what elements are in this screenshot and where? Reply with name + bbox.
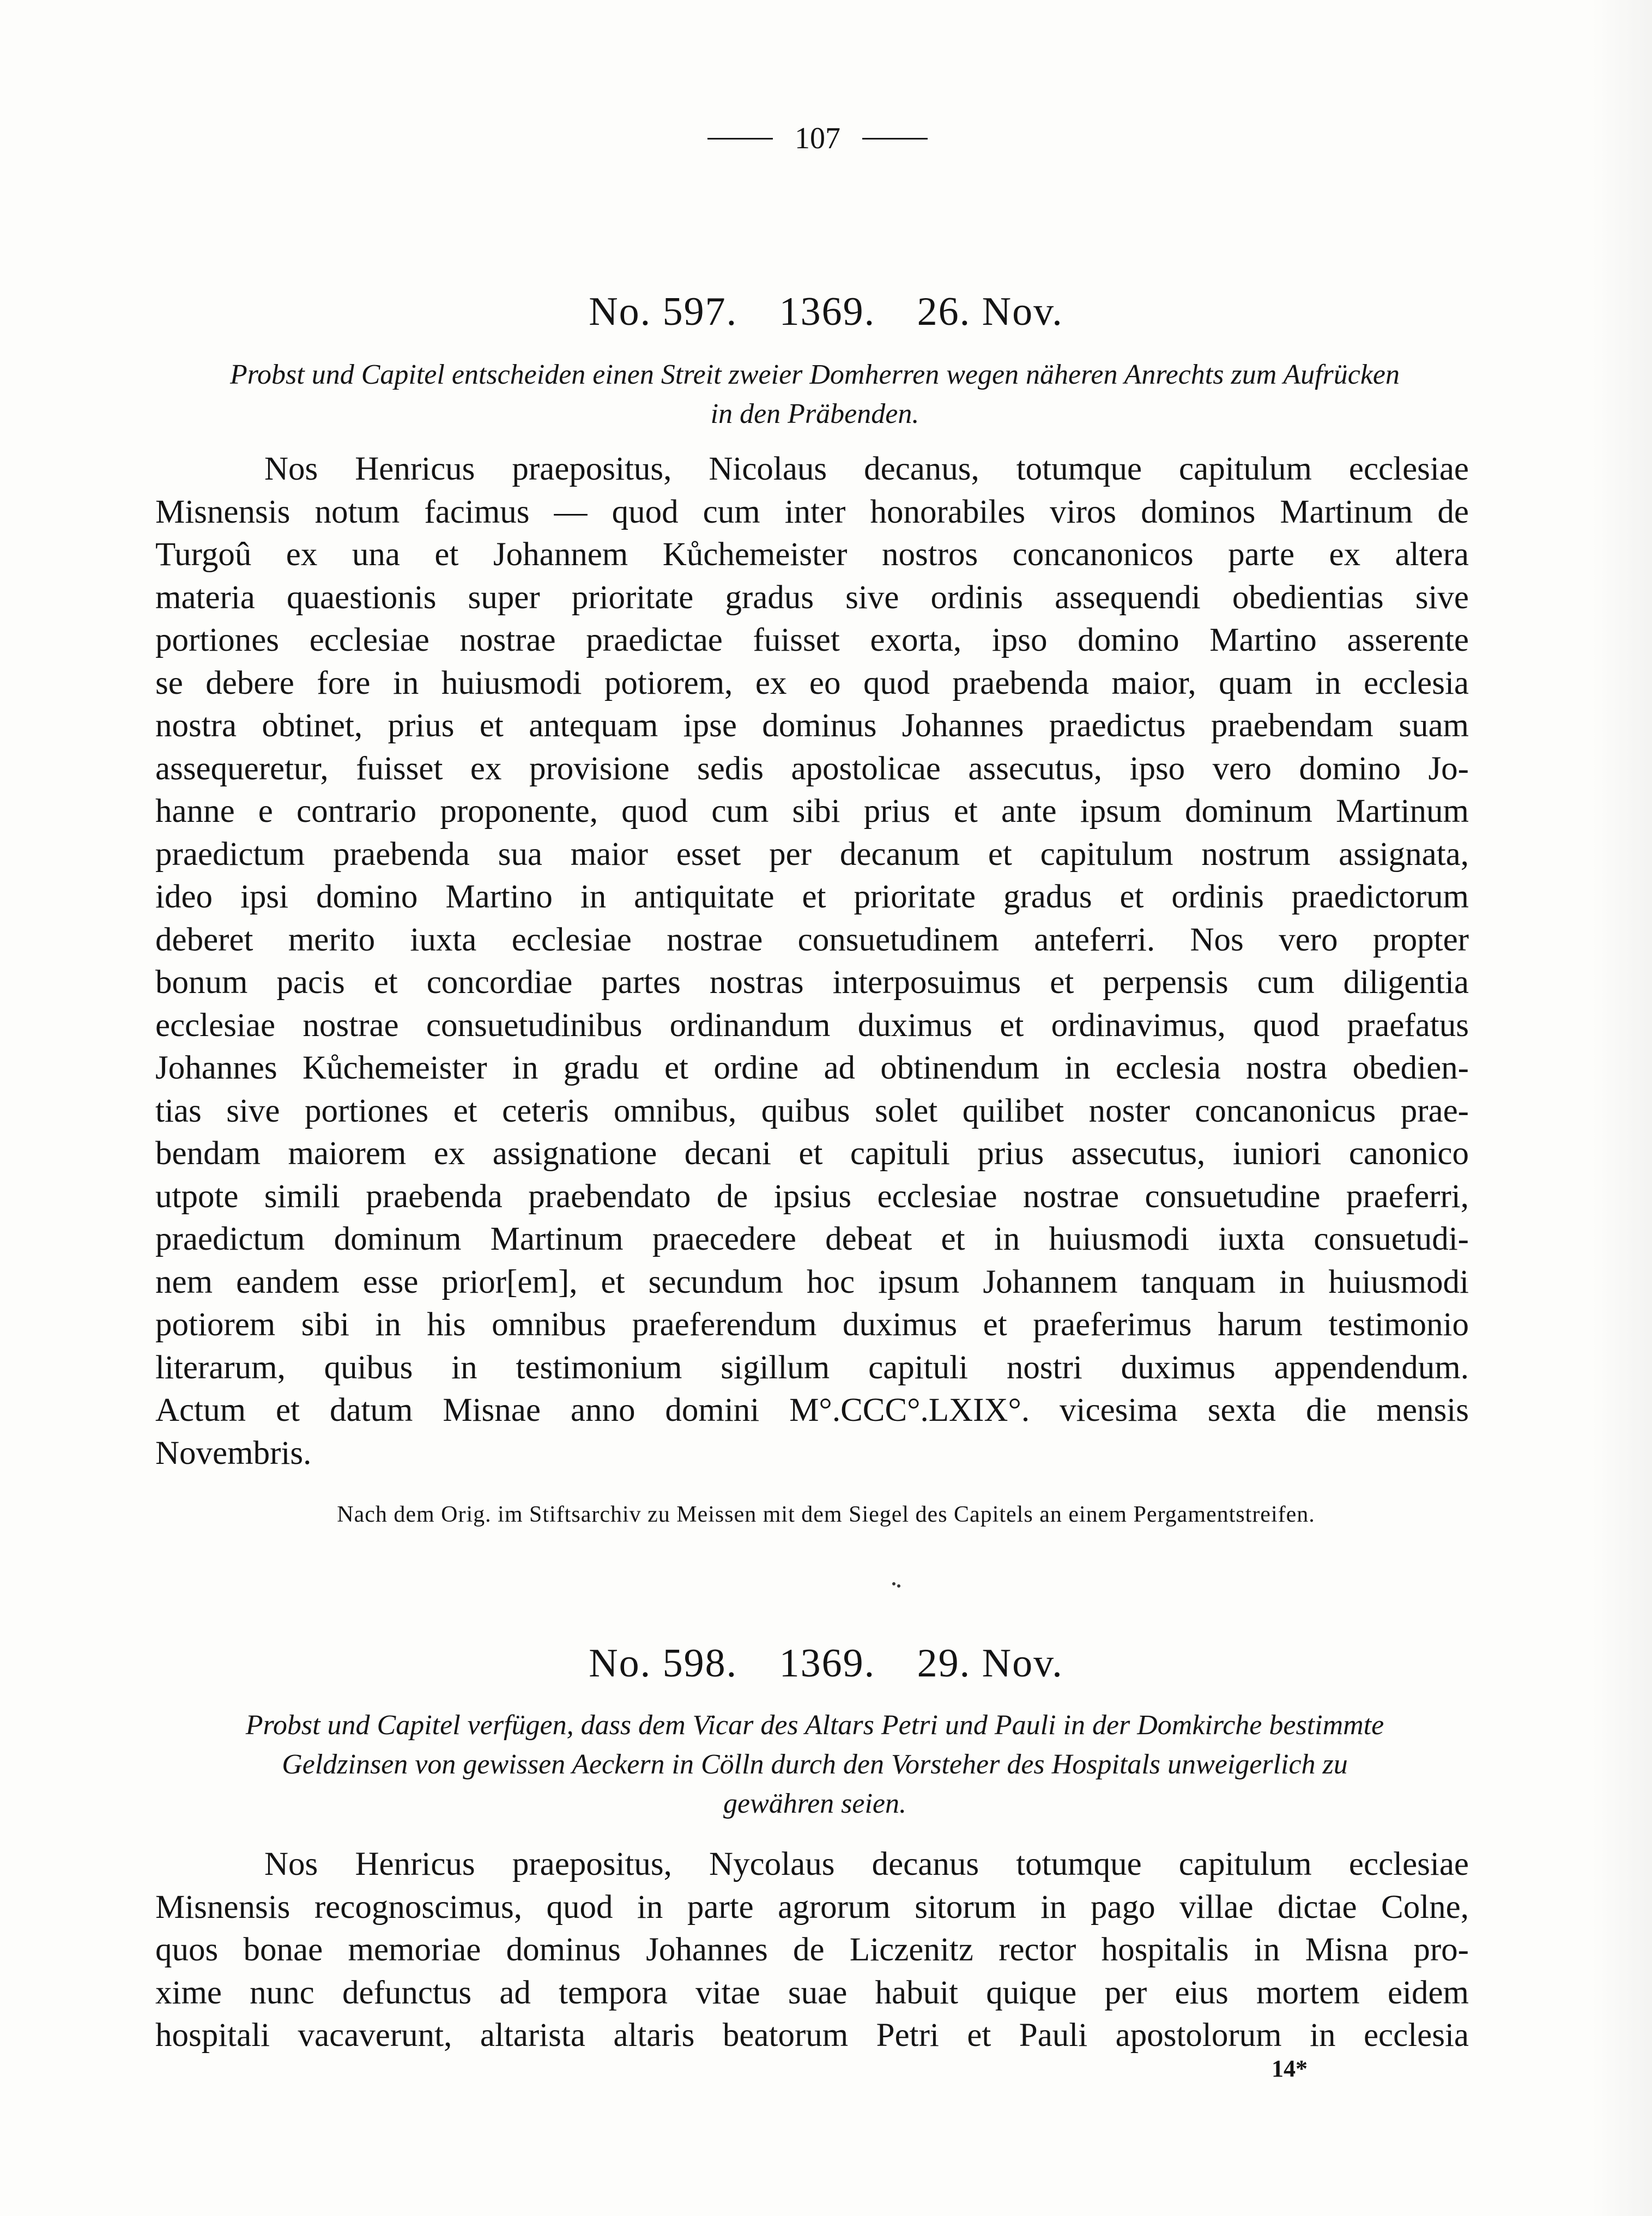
text-line: potiorem sibi in his omnibus praeferendum duximus et praeferimus harum testimonio — [155, 1306, 1469, 1343]
header-rule-right — [862, 138, 928, 140]
text-line: tias sive portiones et ceteris omnibus, quibus solet quilibet noster concanonicus prae- — [155, 1092, 1469, 1129]
text-line: ecclesiae nostrae consuetudinibus ordinandum duximus et ordinavimus, quod praefatus — [155, 1007, 1469, 1044]
text-line: hanne e contrario proponente, quod cum sibi prius et ante ipsum dominum Martinum — [155, 793, 1469, 830]
text-line: Johannes Kůchemeister in gradu et ordine ad obtinendum in ecclesia nostra obedien- — [155, 1050, 1469, 1086]
text-line: assequeretur, fuisset ex provisione sedis apostolicae assecutus, ipso vero domino Jo- — [155, 750, 1469, 787]
regest-line: Probst und Capitel entscheiden einen Streit zweier Domherren wegen näheren Anrechts zum Aufrücken — [229, 359, 1400, 390]
text-line: Actum et datum Misnae anno domini M°.CCC°.LXIX°. vicesima sexta die mensis — [155, 1392, 1469, 1428]
source-note-597: Nach dem Orig. im Stiftsarchiv zu Meissen mit dem Siegel des Capitels an einem Pergamentstreifen. — [337, 1502, 1315, 1527]
charter-text-598 — [155, 1843, 1469, 2057]
text-line: deberet merito iuxta ecclesiae nostrae consuetudinem anteferri. Nos vero propter — [155, 921, 1469, 958]
text-line: Novembris. — [155, 1434, 312, 1472]
text-line: xime nunc defunctus ad tempora vitae suae habuit quique per eius mortem eidem — [155, 1974, 1469, 2011]
regest-line: Geldzinsen von gewissen Aeckern in Cölln durch den Vorsteher des Hospitals unweigerlich zu — [282, 1749, 1348, 1780]
text-line: materia quaestionis super prioritate gradus sive ordinis assequendi obedientias sive — [155, 579, 1469, 616]
entry-date: 26. Nov. — [917, 289, 1063, 334]
text-line: bendam maiorem ex assignatione decani et capituli prius assecutus, iuniori canonico — [155, 1135, 1469, 1172]
text-line: literarum, quibus in testimonium sigillum capituli nostri duximus appendendum. — [155, 1349, 1469, 1386]
header-rule-left — [707, 138, 773, 140]
text-line: portiones ecclesiae nostrae praedictae fuisset exorta, ipso domino Martino asserente — [155, 622, 1469, 658]
text-line: utpote simili praebenda praebendato de ipsius ecclesiae nostrae consuetudine praeferri, — [155, 1178, 1469, 1215]
text-line: Turgoû ex una et Johannem Kůchemeister nostros concanonicos parte ex altera — [155, 536, 1469, 573]
text-line: Misnensis notum facimus — quod cum inter honorabiles viros dominos Martinum de — [155, 493, 1469, 530]
entry-heading-598 — [0, 1640, 1652, 1687]
entry-number: No. 598. — [589, 1641, 738, 1686]
text-line: Misnensis recognoscimus, quod in parte agrorum sitorum in pago villae dictae Colne, — [155, 1888, 1469, 1926]
entry-year: 1369. — [779, 289, 876, 334]
entry-date: 29. Nov. — [917, 1641, 1063, 1686]
signature-mark: 14* — [1272, 2055, 1308, 2082]
text-line: Nos Henricus praepositus, Nicolaus decanus, totumque capitulum ecclesiae — [264, 451, 1469, 487]
page-header — [676, 121, 959, 156]
text-line: bonum pacis et concordiae partes nostras interposuimus et perpensis cum diligentia — [155, 964, 1469, 1001]
entry-number: No. 597. — [589, 289, 738, 334]
text-line: quos bonae memoriae dominus Johannes de Liczenitz rector hospitalis in Misna pro- — [155, 1932, 1469, 1968]
text-line: Nos Henricus praepositus, Nycolaus decanus totumque capitulum ecclesiae — [264, 1846, 1469, 1882]
text-line: nostra obtinet, prius et antequam ipse dominus Johannes praedictus praebendam suam — [155, 707, 1469, 744]
entry-year: 1369. — [779, 1641, 876, 1686]
text-line: praedictum praebenda sua maior esset per decanum et capitulum nostrum assignata, — [155, 835, 1469, 873]
regest-line: gewähren seien. — [723, 1788, 906, 1819]
charter-text-597 — [155, 448, 1469, 1475]
regest-598 — [158, 1706, 1472, 1824]
entry-heading-597 — [0, 289, 1652, 335]
text-line: hospitali vacaverunt, altarista altaris beatorum Petri et Pauli apostolorum in ecclesia — [155, 2017, 1469, 2054]
regest-597 — [158, 355, 1472, 434]
regest-line: Probst und Capitel verfügen, dass dem Vicar des Altars Petri und Pauli in der Domkirche bestimmte — [245, 1710, 1384, 1741]
text-line: nem eandem esse prior[em], et secundum hoc ipsum Johannem tanquam in huiusmodi — [155, 1263, 1469, 1300]
page-number: 107 — [795, 122, 840, 155]
regest-line: in den Präbenden. — [710, 398, 919, 429]
section-separator-ornament — [892, 1582, 902, 1589]
scan-edge-shading — [1592, 0, 1652, 2216]
text-line: se debere fore in huiusmodi potiorem, ex eo quod praebenda maior, quam in ecclesia — [155, 664, 1469, 701]
text-line: ideo ipsi domino Martino in antiquitate et prioritate gradus et ordinis praedictorum — [155, 879, 1469, 915]
text-line: praedictum dominum Martinum praecedere debeat et in huiusmodi iuxta consuetudi- — [155, 1221, 1469, 1257]
